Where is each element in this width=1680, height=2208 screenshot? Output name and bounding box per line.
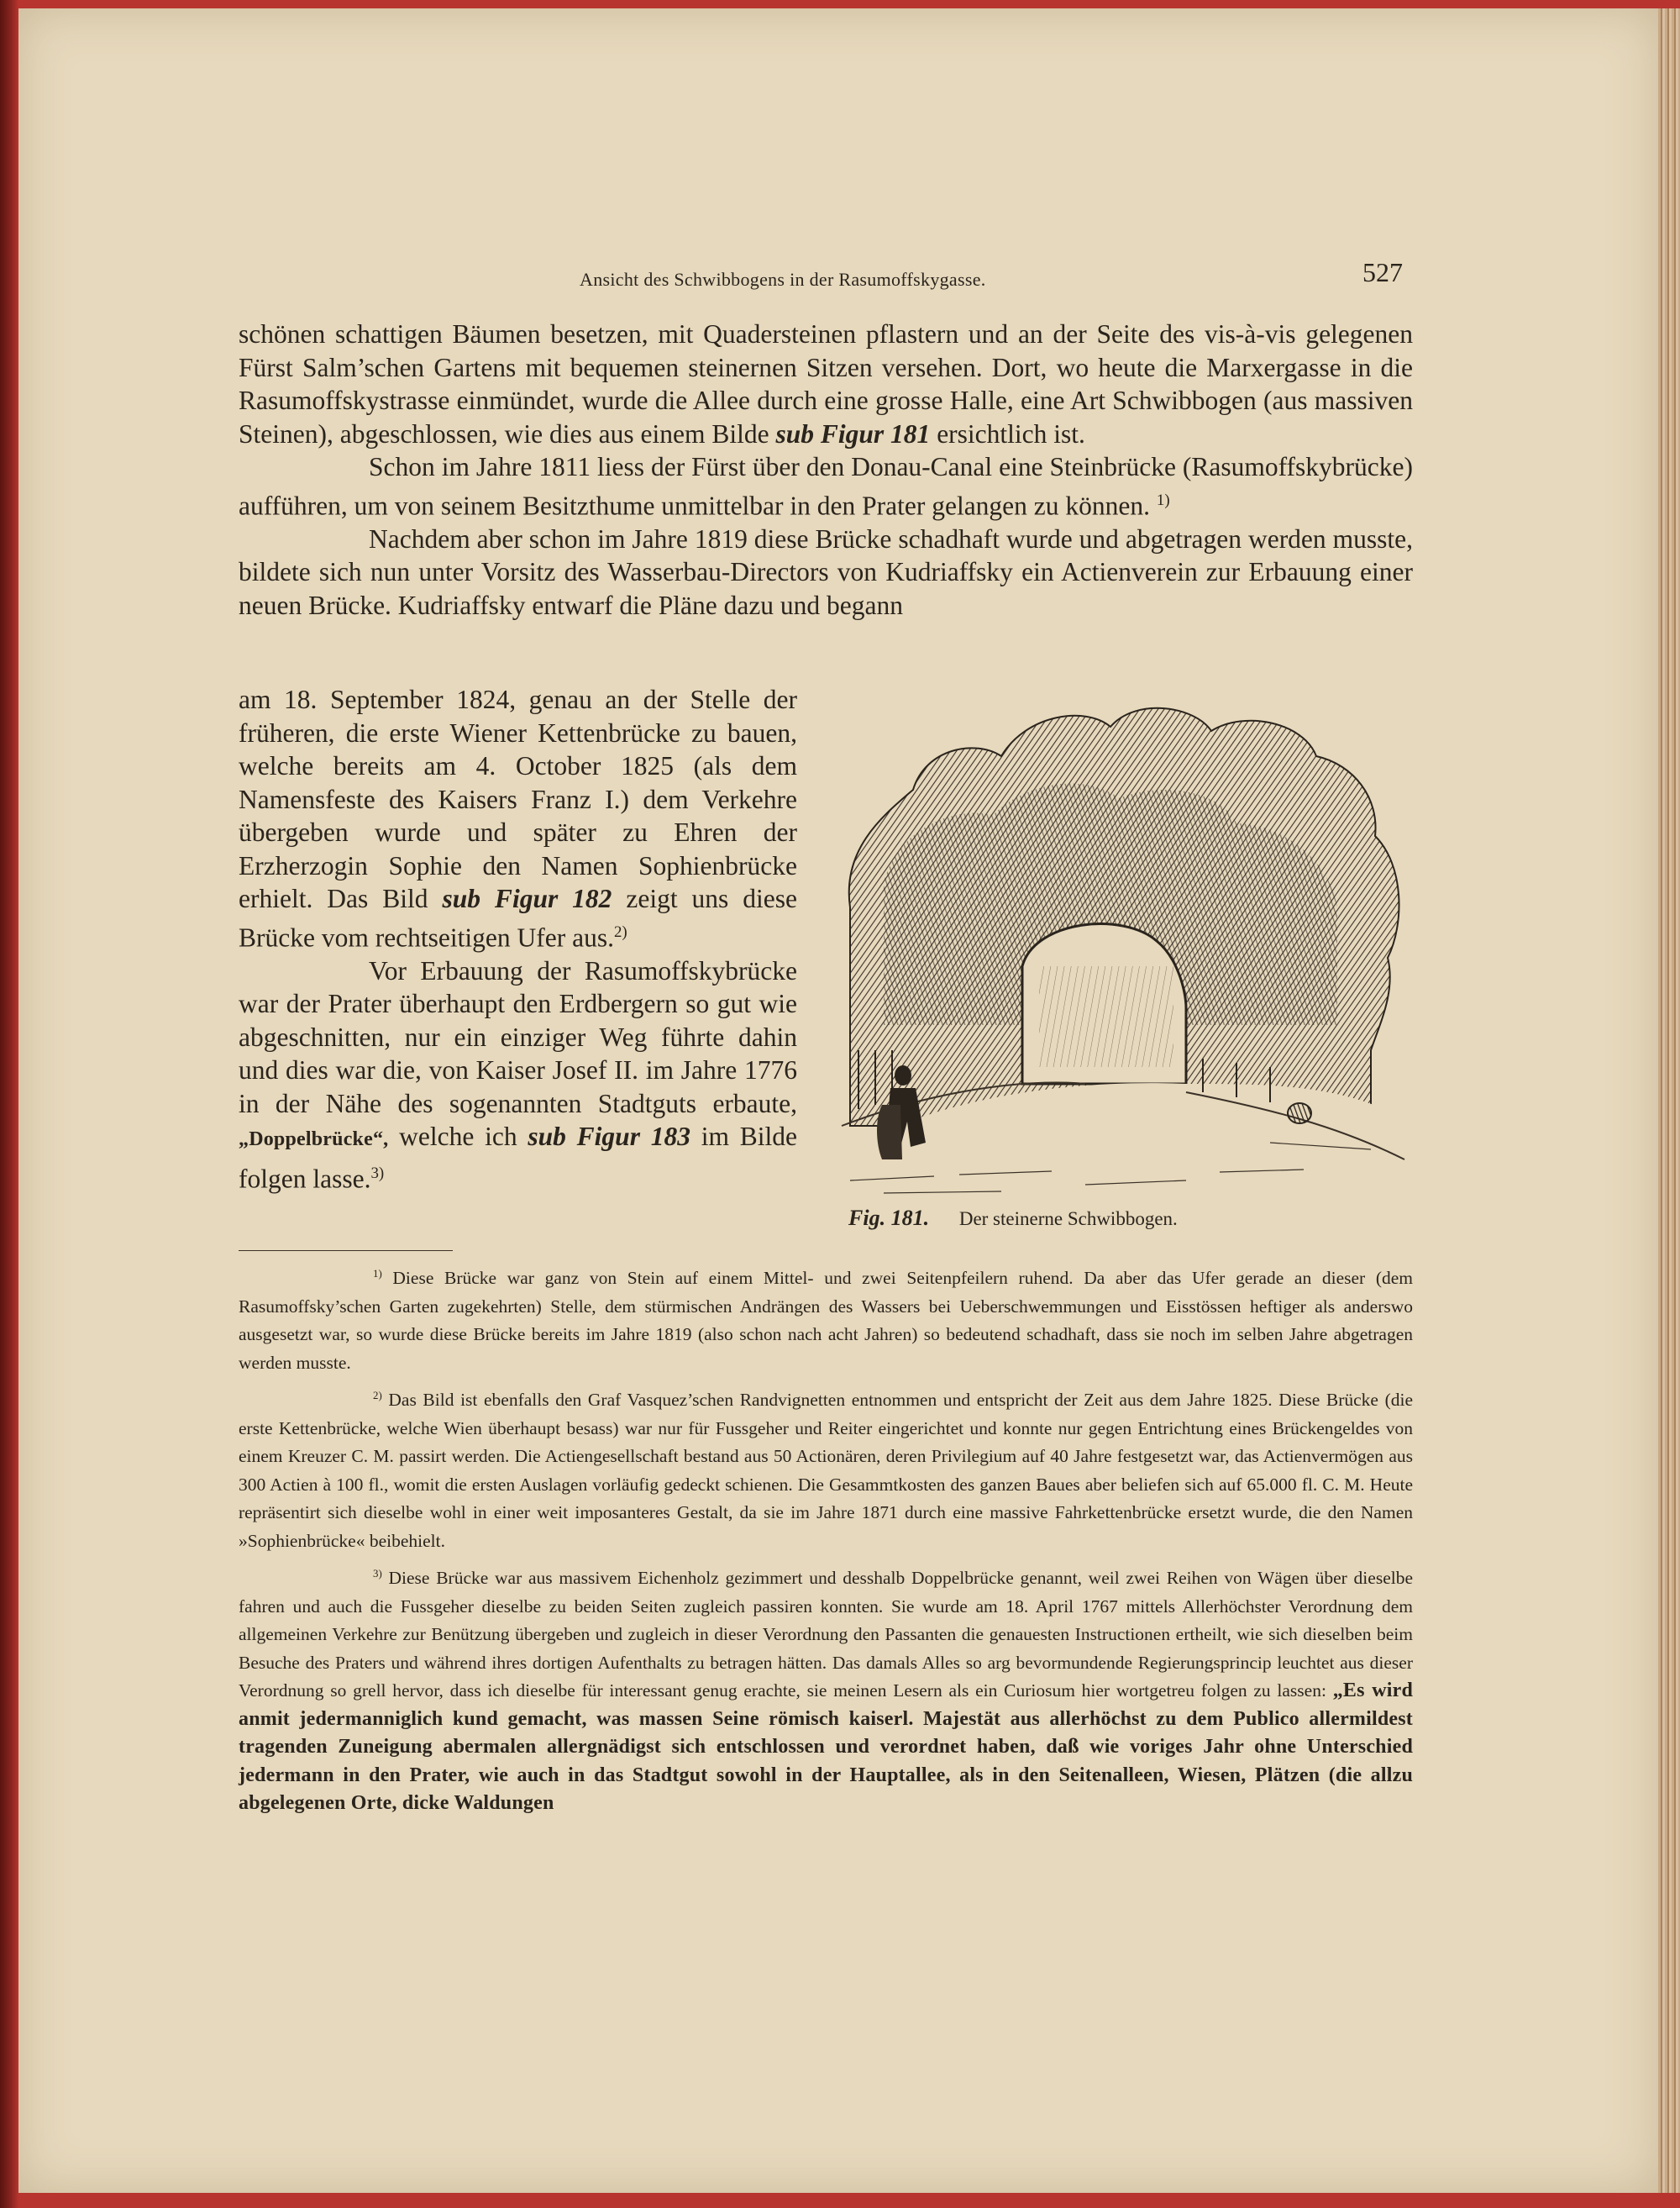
figure-reference-181: sub Figur 181 [775,418,931,449]
column-paragraph-1-text: am 18. September 1824, genau an der Stelle der früheren, die erste Wiener Kettenbrücke zu bauen, welche bereits am 4. October 1825 (als dem Namensfeste des Kaisers Franz I.) dem Verkehre übergeben wurde und später zu Ehren der Erzherzogin Sophie den Namen Sophienbrücke erhielt. Das Bild [239,685,797,913]
stone-bollard [1288,1103,1311,1123]
footnote-2-text: Das Bild ist ebenfalls den Graf Vasquez’schen Randvignetten entnommen und entspricht der Zeit aus dem Jahre 1825. Diese Brücke (die erste Kettenbrücke, welche Wien überhaupt besass) war nur für Fussgeher und Reiter eingerichtet und konnte nur gegen Entrichtung eines Brückengeldes von einem Kreuzer C. M. passirt werden. Die Actiengesellschaft bestand aus 50 Actionären, deren Privilegium auf 40 Jahre festgesetzt war, das Actienvermögen aus 300 Actien à 100 fl., womit die ersten Auslagen vorläufig gedeckt schienen. Die Gesammtkosten des ganzen Baues aber beliefen sich auf 65.000 fl. C. M. Heute repräsentirt sich dieselbe wohl in einer weit imposanteres Gestalt, da sie im Jahre 1871 durch eine massive Fahrkettenbrücke ersetzt wurde, die den Namen »Sophienbrücke« beibehielt. [239,1390,1414,1551]
footnote-ref-1: 1) [1156,491,1170,509]
paragraph-1-end: ersichtlich ist. [937,418,1085,449]
figure-reference-183: sub Figur 183 [528,1122,690,1151]
figure-181-engraving [833,689,1413,1227]
footnote-ref-2: 2) [613,923,627,941]
column-paragraph-2-text-b: welche ich [399,1122,517,1151]
footnotes [239,1260,1413,1823]
page [18,8,1658,2193]
paragraph-2-text: Schon im Jahre 1811 liess der Fürst über den Donau-Canal eine Steinbrücke (Rasumoffskybrücke) aufführen, um von seinem Besitzthume unmittelbar in den Prater gelangen zu können. [239,452,1413,520]
footnote-2 [239,1382,1413,1555]
footnote-1-text: Diese Brücke war ganz von Stein auf einem Mittel- und zwei Seitenpfeilern ruhend. Da aber das Ufer gerade an dieser (dem Rasumoffsky’schen Garten zugekehrten) Stelle, dem stürmischen Andrängen des Wassers bei Ueberschwemmungen und Eisstössen heftiger als anderswo ausgesetzt war, so wurde diese Brücke bereits im Jahre 1819 (also schon nach acht Jahren) so bedeutend schadhaft, dass sie noch im selben Jahre abgetragen werden musste. [239,1268,1413,1373]
running-title: Ansicht des Schwibbogens in der Rasumoffskygasse. [580,269,986,290]
distant-view [1039,966,1173,1067]
paragraph-1 [239,318,1413,450]
footnote-1 [239,1260,1413,1377]
paragraph-3 [239,523,1413,623]
left-column-text [239,683,797,1196]
footnote-ref-3: 3) [370,1164,385,1182]
footnote-3-mark: 3) [373,1568,382,1580]
column-paragraph-1 [239,683,797,954]
footnote-3 [239,1560,1413,1818]
figure-reference-182: sub Figur 182 [442,884,612,913]
paragraph-1-text: schönen schattigen Bäumen besetzen, mit Quadersteinen pflastern und an der Seite des vis-à-vis gelegenen Fürst Salm’schen Gartens mit bequemen steinernen Sitzen versehen. Dort, wo heute die Marxergasse in die Rasumoffskystrasse einmündet, wurde die Allee durch eine grosse Halle, eine Art Schwibbogen (aus massiven Steinen), abgeschlossen, wie dies aus einem Bilde [239,319,1413,449]
page-edge [1658,8,1680,2193]
footnote-rule [239,1250,453,1251]
paragraph-2 [239,450,1413,523]
figure-label: Fig. 181. [848,1206,930,1230]
footnote-2-mark: 2) [373,1390,382,1402]
book-binding [0,0,18,2208]
doppelbruecke-name: „Doppelbrücke“, [239,1128,389,1150]
arch-engraving-image [833,689,1413,1210]
column-paragraph-1-text-b: zeigt uns diese Brücke vom rechtseitigen Ufer aus. [239,884,797,952]
footnote-1-mark: 1) [373,1268,382,1280]
figure-caption [848,1206,1178,1231]
footnote-3-text: Diese Brücke war aus massivem Eichenholz gezimmert und desshalb Doppelbrücke genannt, weil zwei Reihen von Wägen über dieselbe fahren und auch die Fussgeher dieselbe zu beiden Seiten zugleich passiren konnten. Sie wurde am 18. April 1767 mittels Allerhöchster Verordnung dem allgemeinen Verkehre zur Benützung übergeben und zugleich in dieser Verordnung den Passanten die genauesten Instructionen ertheilt, wie sich dieselben beim Besuche des Praters und während ihres dortigen Aufenthalts zu betragen hätten. Das damals Alles so arg bevormundende Regierungsprincip leuchtet aus dieser Verordnung so grell hervor, dass ich dieselbe für interessant genug erachte, sie meinen Lesern als ein Curiosum hier wortgetreu folgen zu lassen: [239,1568,1413,1701]
footnote-3-quote: „Es wird anmit jedermanniglich kund gemacht, was massen Seine römisch kaiserl. Majestät aus allerhöchst zu dem Publico allermildest tragenden Zuneigung abermalen allergnädigst sich entschlossen und verordnet haben, daß wie voriges Jahr ohne Unterschied jedermann in den Prater, wie auch in das Stadtgut sowohl in der Hauptallee, als in den Seitenalleen, Wiesen, Plätzen (die allzu abgelegenen Orte, dicke Waldungen [239,1680,1414,1815]
column-paragraph-2-text: Vor Erbauung der Rasumoffskybrücke war der Prater überhaupt den Erdbergern so gut wie abgeschnitten, nur ein einziger Weg führte dahin und dies war die, von Kaiser Josef II. im Jahre 1776 in der Nähe des sogenannten Stadtguts erbaute, [239,955,797,1118]
column-paragraph-2 [239,954,797,1196]
column-paragraph-2-text-c: im Bilde folgen lasse. [239,1122,798,1193]
main-text [239,318,1413,622]
figure-caption-text: Der steinerne Schwibbogen. [958,1208,1178,1229]
page-number: 527 [1362,257,1403,287]
paragraph-3-text: Nachdem aber schon im Jahre 1819 diese Brücke schadhaft wurde und abgetragen werden musste, bildete sich nun unter Vorsitz des Wasserbau-Directors von Kudriaffsky ein Actienverein zur Erbauung einer neuen Brücke. Kudriaffsky entwarf die Pläne dazu und begann [239,523,1413,620]
